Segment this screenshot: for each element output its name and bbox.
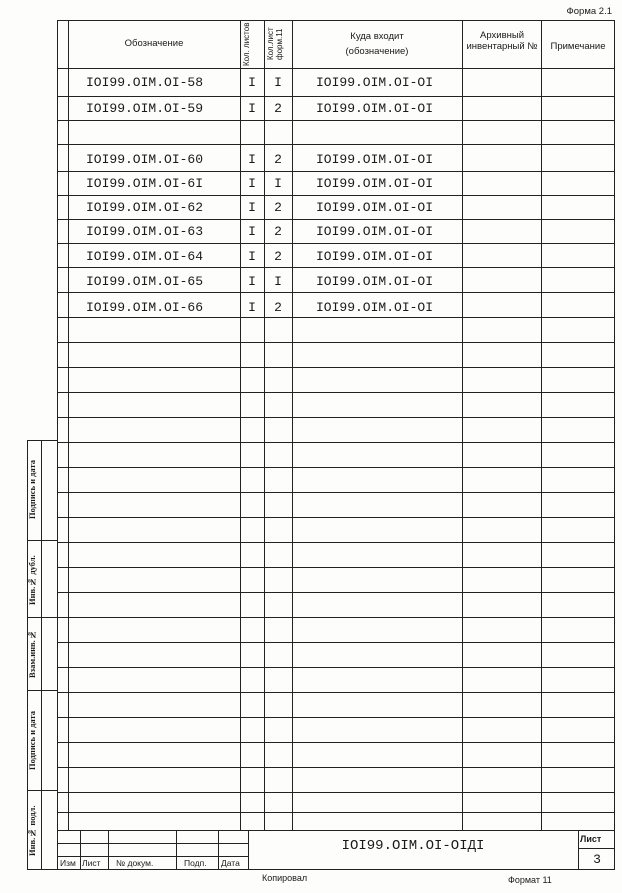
row-where-used: IOI99.OIM.OI-OI	[316, 300, 434, 315]
row-format-sheets: I	[274, 75, 282, 90]
tb-line	[57, 856, 248, 857]
row-sheets: I	[248, 200, 256, 215]
sheet-number: 3	[593, 852, 601, 867]
row-line	[57, 642, 615, 643]
row-line	[57, 96, 615, 97]
header-archive: Архивный инвентарный №	[466, 30, 538, 52]
row-designation: IOI99.OIM.OI-59	[86, 101, 204, 116]
row-sheets: I	[248, 300, 256, 315]
row-designation: IOI99.OIM.OI-65	[86, 274, 204, 289]
side-label-sign-date-1: Подпись и дата	[27, 460, 37, 520]
side-label-sign-date-2: Подпись и дата	[27, 711, 37, 771]
tb-line	[80, 830, 81, 870]
row-line	[57, 692, 615, 693]
row-where-used: IOI99.OIM.OI-OI	[316, 101, 434, 116]
row-line	[57, 367, 615, 368]
tb-sign: Подп.	[184, 858, 207, 868]
row-format-sheets: 2	[274, 101, 282, 116]
document-code: IOI99.OIM.OI-OIДI	[341, 838, 485, 854]
tb-date: Дата	[221, 858, 240, 868]
col-line-sheets	[264, 20, 265, 830]
col-line-left	[68, 20, 69, 830]
sheet-label: Лист	[580, 834, 602, 844]
row-line	[57, 317, 615, 318]
row-line	[57, 171, 615, 172]
row-format-sheets: 2	[274, 224, 282, 239]
header-where-used: Куда входит	[350, 31, 404, 42]
row-line	[57, 442, 615, 443]
row-where-used: IOI99.OIM.OI-OI	[316, 274, 434, 289]
row-line	[57, 667, 615, 668]
row-line	[57, 467, 615, 468]
row-format-sheets: 2	[274, 200, 282, 215]
tb-line	[108, 830, 109, 870]
form-label: Форма 2.1	[566, 6, 612, 17]
row-line	[57, 417, 615, 418]
row-where-used: IOI99.OIM.OI-OI	[316, 75, 434, 90]
header-format-sheets: Кол.лист форм.11	[266, 27, 284, 61]
row-format-sheets: 2	[274, 300, 282, 315]
row-format-sheets: 2	[274, 249, 282, 264]
row-line	[57, 342, 615, 343]
row-designation: IOI99.OIM.OI-60	[86, 152, 204, 167]
row-designation: IOI99.OIM.OI-6I	[86, 176, 204, 191]
row-sheets: I	[248, 274, 256, 289]
tb-line	[57, 843, 248, 844]
row-sheets: I	[248, 101, 256, 116]
row-format-sheets: 2	[274, 152, 282, 167]
row-format-sheets: I	[274, 274, 282, 289]
footer-copied: Копировал	[262, 873, 308, 883]
tb-izm: Изм	[60, 858, 76, 868]
tb-line	[218, 830, 219, 870]
row-sheets: I	[248, 176, 256, 191]
row-sheets: I	[248, 249, 256, 264]
footer-format: Формат 11	[508, 875, 552, 885]
row-format-sheets: I	[274, 176, 282, 191]
row-where-used: IOI99.OIM.OI-OI	[316, 224, 434, 239]
side-sep	[27, 690, 57, 691]
side-sep	[27, 617, 57, 618]
row-where-used: IOI99.OIM.OI-OI	[316, 249, 434, 264]
side-label-orig-inv: Инв.№ подл.	[27, 805, 37, 857]
header-where-used-sub: (обозначение)	[345, 46, 409, 57]
tb-line	[176, 830, 177, 870]
row-line	[57, 267, 615, 268]
row-sheets: I	[248, 75, 256, 90]
row-line	[57, 144, 615, 145]
side-sep	[27, 790, 57, 791]
col-line-parent	[462, 20, 463, 830]
side-label-dup-inv: Инв.№ дубл.	[27, 555, 37, 605]
tb-line	[578, 848, 615, 849]
side-sep	[27, 540, 57, 541]
row-line	[57, 392, 615, 393]
tb-list: Лист	[82, 858, 101, 868]
col-line-fmt	[292, 20, 293, 830]
tb-line	[578, 830, 579, 870]
header-line	[57, 68, 615, 69]
row-line	[57, 517, 615, 518]
row-line	[57, 767, 615, 768]
row-designation: IOI99.OIM.OI-64	[86, 249, 204, 264]
row-line	[57, 243, 615, 244]
row-line	[57, 567, 615, 568]
row-designation: IOI99.OIM.OI-58	[86, 75, 204, 90]
header-sheets: Кол. листов	[242, 22, 251, 66]
row-designation: IOI99.OIM.OI-62	[86, 200, 204, 215]
row-line	[57, 812, 615, 813]
row-sheets: I	[248, 224, 256, 239]
tb-line	[248, 830, 249, 870]
row-where-used: IOI99.OIM.OI-OI	[316, 200, 434, 215]
col-line-designation	[240, 20, 241, 830]
row-line	[57, 492, 615, 493]
col-line-archive	[541, 20, 542, 830]
row-where-used: IOI99.OIM.OI-OI	[316, 152, 434, 167]
side-label-repl-inv: Взам.инв.№	[27, 630, 37, 678]
row-line	[57, 120, 615, 121]
row-where-used: IOI99.OIM.OI-OI	[316, 176, 434, 191]
row-line	[57, 292, 615, 293]
header-designation: Обозначение	[124, 38, 184, 49]
row-line	[57, 592, 615, 593]
side-strip-divider	[41, 440, 42, 870]
row-designation: IOI99.OIM.OI-66	[86, 300, 204, 315]
row-line	[57, 219, 615, 220]
row-line	[57, 542, 615, 543]
row-designation: IOI99.OIM.OI-63	[86, 224, 204, 239]
row-line	[57, 742, 615, 743]
row-line	[57, 617, 615, 618]
row-line	[57, 717, 615, 718]
row-sheets: I	[248, 152, 256, 167]
title-block-top	[57, 830, 615, 831]
tb-doc: № докум.	[116, 858, 154, 868]
row-line	[57, 792, 615, 793]
header-note: Примечание	[550, 41, 606, 52]
row-line	[57, 195, 615, 196]
